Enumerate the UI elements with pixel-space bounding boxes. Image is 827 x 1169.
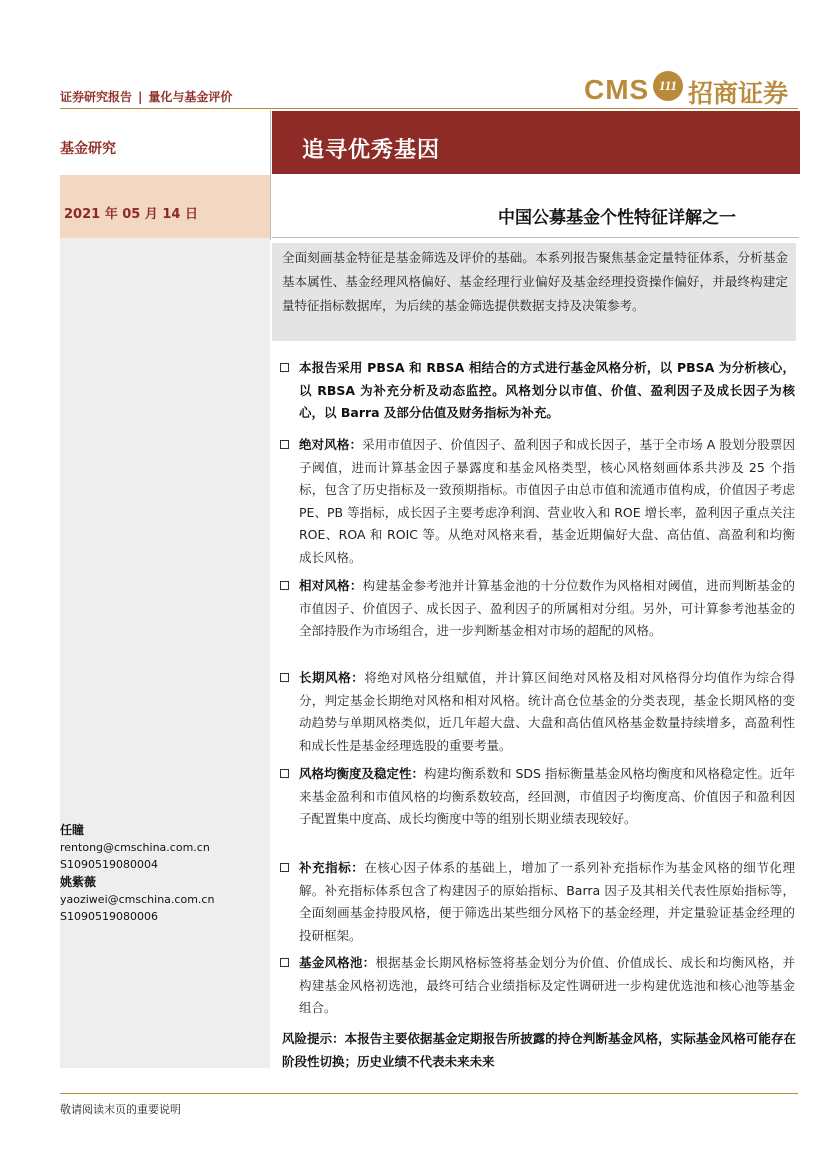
bullet-label: 相对风格： [299, 578, 363, 593]
header-separator: | [138, 90, 143, 104]
bullet-label: 长期风格： [299, 670, 365, 685]
report-title: 追寻优秀基因 [302, 138, 441, 163]
vertical-divider [270, 110, 271, 240]
report-date: 2021 年 05 月 14 日 [64, 207, 198, 222]
report-subtitle: 中国公募基金个性特征详解之一 [498, 208, 736, 228]
checkbox-square-icon [280, 863, 289, 872]
bullet-text: 根据基金长期风格标签将基金划分为价值、价值成长、成长和均衡风格，并构建基金风格初选池，最终可结合业绩指标及定性调研进一步构建优选池和核心池等基金组合。 [299, 955, 795, 1015]
analyst-email[interactable]: rentong@cmschina.com.cn [60, 841, 210, 854]
bullet-item [276, 763, 795, 831]
bullet-item [276, 952, 795, 1020]
analyst-cert: S1090519080006 [60, 910, 158, 923]
report-type-header [60, 88, 232, 105]
footer-note: 敬请阅读末页的重要说明 [60, 1103, 181, 1116]
bullet-text: 采用市值因子、价值因子、盈利因子和成长因子，基于全市场 A 股划分股票因子阈值，进而计算基金因子暴露度和基金风格类型，核心风格刻画体系共涉及 25 个指标，包含了历史指标及一致预期指标。市值因子由总市值和流通市值构成，价值因子考虑 PE、PB 等指标，成长因子主要考虑净利润、营业收入和 ROE 增长率，盈利因子重点关注 ROE、ROA 和 ROIC 等。从绝对风格来看，基金近期偏好大盘、高估值、高盈利和均衡成长风格。 [299, 437, 795, 565]
abstract-box: 全面刻画基金特征是基金筛选及评价的基础。本系列报告聚焦基金定量特征体系，分析基金基本属性、基金经理风格偏好、基金经理行业偏好及基金经理投资操作偏好，并最终构建定量特征指标数据库，为后续的基金筛选提供数据支持及决策参考。 [272, 243, 796, 341]
bullet-text: 构建均衡系数和 SDS 指标衡量基金风格均衡度和风格稳定性。近年来基金盈利和市值风格的均衡系数较高，经回测，市值因子均衡度高、价值因子和盈利因子配置集中度高、成长均衡度中等的组别长期业绩表现较好。 [299, 766, 795, 826]
logo-cms-text: CMS [584, 74, 650, 105]
bullet-text: 本报告采用 PBSA 和 RBSA 相结合的方式进行基金风格分析，以 PBSA 为分析核心，以 RBSA 为补充分析及动态监控。风格划分以市值、价值、盈利因子及成长因子为核心，以 Barra 及部分估值及财务指标为补充。 [299, 360, 795, 420]
logo-badge-icon: 111 [653, 71, 683, 101]
bullet-text: 在核心因子体系的基础上，增加了一系列补充指标作为基金风格的细节化理解。补充指标体系包含了构建因子的原始指标、Barra 因子及其相关代表性原始指标等，全面刻画基金持股风格，便于筛选出某些细分风格下的基金经理，并定量验证基金经理的投研框架。 [299, 860, 795, 943]
bullet-label: 风格均衡度及稳定性： [299, 766, 425, 781]
bullet-item [276, 857, 795, 947]
risk-warning: 风险提示：本报告主要依据基金定期报告所披露的持仓判断基金风格，实际基金风格可能存在阶段性切换；历史业绩不代表未来未来 [282, 1031, 796, 1069]
checkbox-square-icon [280, 769, 289, 778]
checkbox-square-icon [280, 363, 289, 372]
bullet-label: 基金风格池： [299, 955, 376, 970]
checkbox-square-icon [280, 581, 289, 590]
checkbox-square-icon [280, 958, 289, 967]
logo-chinese-name: 招商证券 [688, 79, 789, 108]
header-divider [60, 108, 798, 109]
bullet-item [276, 434, 795, 569]
report-type: 证券研究报告 [60, 90, 133, 104]
left-sidebar-panel [60, 238, 270, 1068]
analyst-card [60, 822, 210, 873]
checkbox-square-icon [280, 673, 289, 682]
bullet-item [276, 667, 795, 757]
footer-divider [60, 1093, 798, 1094]
analyst-name: 姚紫薇 [60, 875, 97, 889]
analyst-card [60, 874, 214, 925]
analyst-email[interactable]: yaoziwei@cmschina.com.cn [60, 893, 215, 906]
analyst-cert: S1090519080004 [60, 858, 158, 871]
checkbox-square-icon [280, 440, 289, 449]
cms-logo [584, 68, 804, 106]
bullet-label: 绝对风格： [299, 437, 363, 452]
report-section: 量化与基金评价 [148, 90, 233, 104]
bullet-item [276, 357, 795, 425]
bullet-item [276, 575, 795, 643]
bullet-text: 构建基金参考池并计算基金池的十分位数作为风格相对阈值，进而判断基金的市值因子、价值因子、成长因子、盈利因子的所属相对分组。另外，可计算参考池基金的全部持股作为市场组合，进一步判断基金相对市场的超配的风格。 [299, 578, 795, 638]
analyst-name: 任瞳 [60, 823, 85, 837]
category-label: 基金研究 [60, 141, 116, 157]
bullet-text: 将绝对风格分组赋值，并计算区间绝对风格及相对风格得分均值作为综合得分，判定基金长期绝对风格和相对风格。统计高仓位基金的分类表现，基金长期风格的变动趋势与单期风格类似，近几年超大盘、大盘和高估值风格基金数量持续增多，高盈利性和成长性是基金经理选股的重要考量。 [299, 670, 795, 753]
bullet-label: 补充指标： [299, 860, 365, 875]
subtitle-divider [272, 237, 799, 238]
